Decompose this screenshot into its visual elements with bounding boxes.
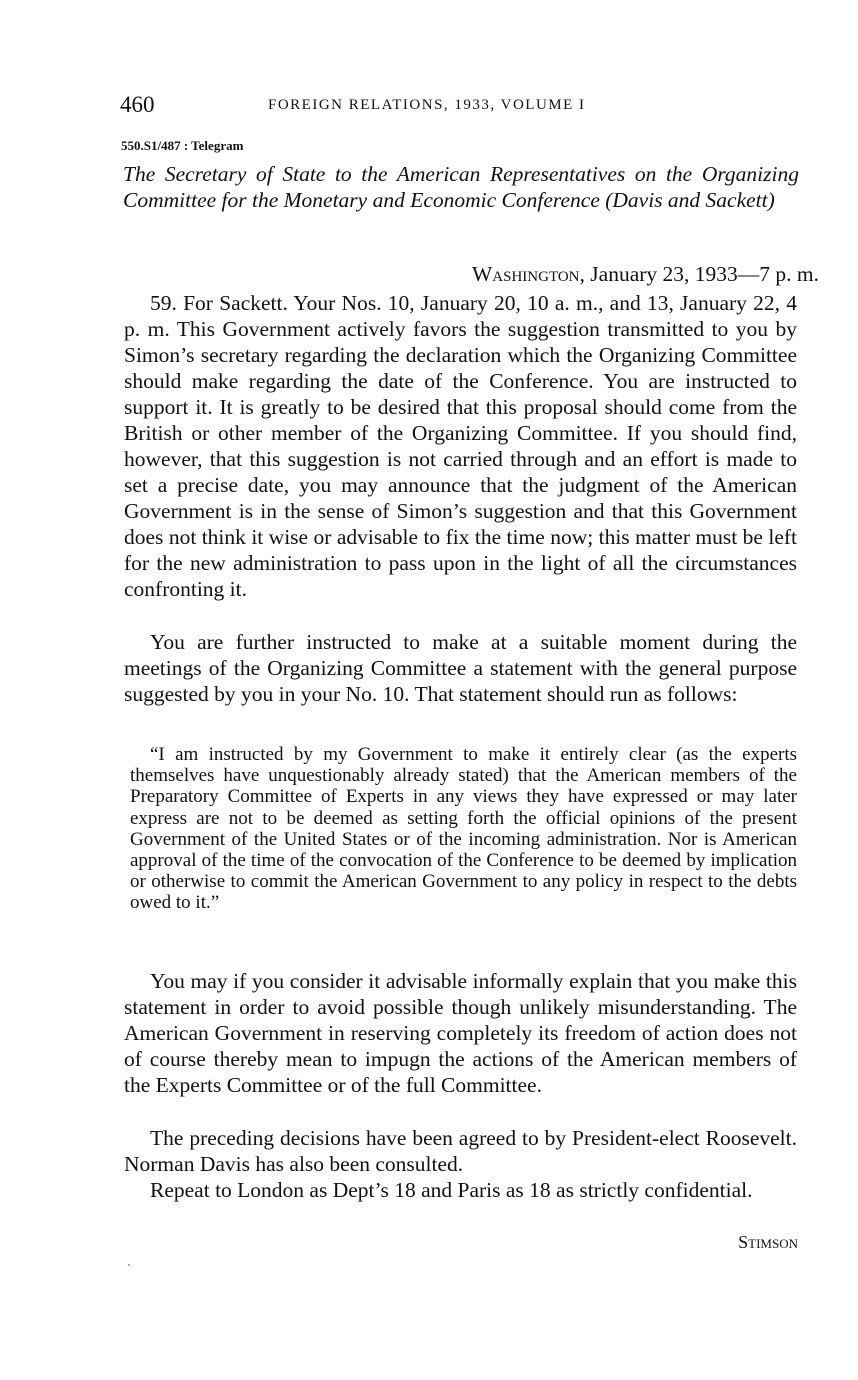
quoted-statement bbox=[130, 744, 797, 914]
signature: Stimson bbox=[738, 1232, 798, 1252]
paragraph-repeat bbox=[124, 1177, 797, 1203]
dateline bbox=[472, 262, 819, 287]
quote-text: “I am instructed by my Government to make it entirely clear (as the experts themselves have unquestionably already stated) that the American members of the Preparatory Committee of Experts in any views they have expressed or may later express are not to be deemed as setting forth the official opinions of the present Government of the United States or of the incoming administration. Nor is American approval of the time of the convocation of the Conference to be deemed by implication or otherwise to commit the American Government to any policy in respect to the debts owed to it.” bbox=[130, 744, 797, 914]
dateline-date: , January 23, 1933—7 p. m. bbox=[579, 262, 819, 286]
paragraph-roosevelt bbox=[124, 1125, 797, 1177]
paragraph-explanation bbox=[124, 968, 797, 1098]
paragraph: Repeat to London as Dept’s 18 and Paris as 18 as strictly confidential. bbox=[150, 1178, 753, 1202]
document-title: The Secretary of State to the American Representatives on the Organizing Committee for the Monetary and Economic Conference (Davis and Sackett) bbox=[123, 162, 799, 212]
paragraph: You may if you consider it advisable informally explain that you make this statement in order to avoid possible though unlikely misunderstanding. The American Government in reserving completely its freedom of action does not of course thereby mean to impugn the actions of the American members of the Experts Committee or of the full Committee. bbox=[124, 969, 797, 1097]
paragraph: You are further instructed to make at a suitable moment during the meetings of the Organizing Committee a statement with the general purpose suggested by you in your No. 10. That statement should run as follows: bbox=[124, 630, 797, 706]
page-speck bbox=[128, 1264, 130, 1266]
volume-title: FOREIGN RELATIONS, 1933, VOLUME I bbox=[268, 97, 586, 113]
paragraph-instructions bbox=[124, 290, 797, 602]
file-reference: 550.S1/487 : Telegram bbox=[121, 138, 244, 153]
page-number: 460 bbox=[120, 92, 155, 117]
paragraph: The preceding decisions have been agreed to by President-elect Roosevelt. Norman Davis has also been consulted. bbox=[124, 1126, 797, 1176]
running-head bbox=[120, 92, 800, 122]
dateline-place: Washington bbox=[472, 262, 580, 286]
paragraph: 59. For Sackett. Your Nos. 10, January 20, 10 a. m., and 13, January 22, 4 p. m. This Government actively favors the suggestion transmitted to you by Simon’s secretary regarding the declaration which the Organizing Committee should make regarding the date of the Conference. You are instructed to support it. It is greatly to be desired that this proposal should come from the British or other member of the Organizing Committee. If you should find, however, that this suggestion is not carried through and an effort is made to set a precise date, you may announce that the judgment of the American Government is in the sense of Simon’s suggestion and that this Government does not think it wise or advisable to fix the time now; this matter must be left for the new administration to pass upon in the light of all the circumstances confronting it. bbox=[124, 291, 797, 601]
paragraph-statement-intro bbox=[124, 629, 797, 707]
